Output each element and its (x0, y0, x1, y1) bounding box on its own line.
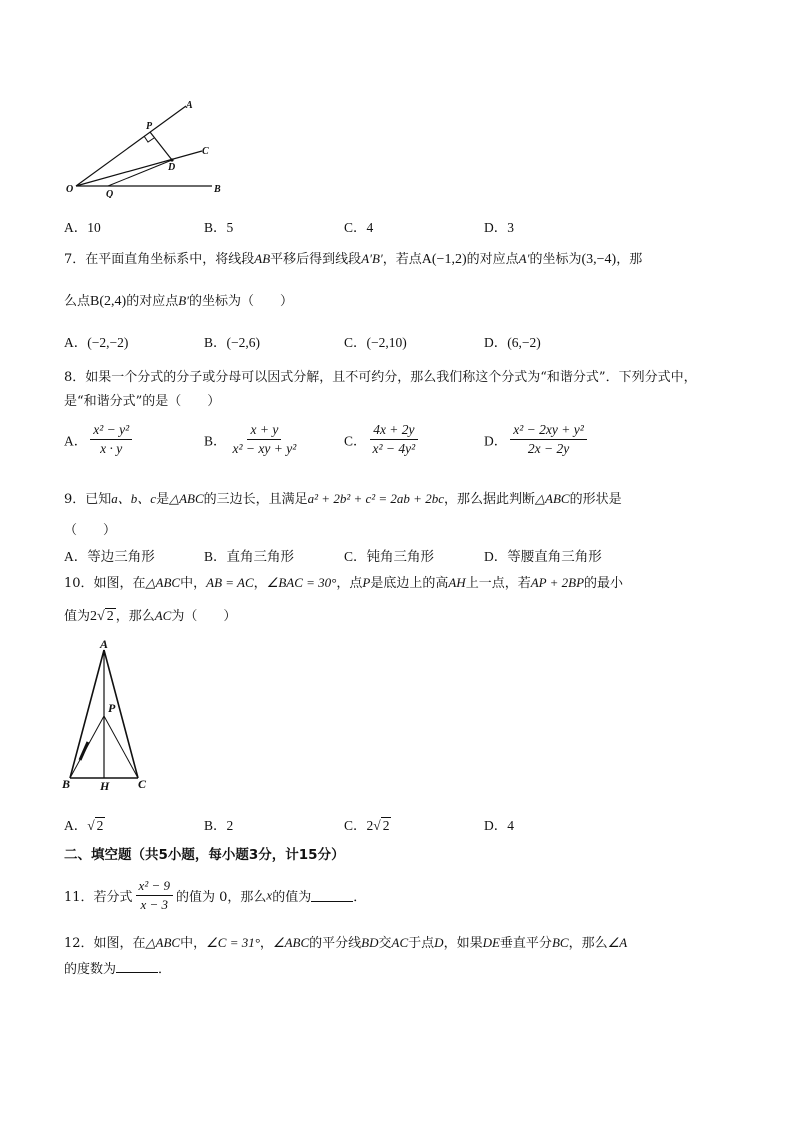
section-title: 二、填空题（共5小题，每小题3分，计15分） (64, 847, 345, 863)
fraction: $\frac{\text{x² − 2xy + y²}}{2x - 2y}$ (510, 422, 587, 457)
q7-option-b[interactable]: B．(−2,6) (204, 335, 260, 350)
q8-stem-line2: 是“和谐分式”的是（ ） (64, 394, 221, 409)
q9-option-c[interactable]: C．钝角三角形 (344, 549, 435, 564)
label-p: P (146, 121, 153, 132)
q10-figure (58, 636, 158, 796)
label-b: B (62, 777, 71, 791)
q11-stem: 11．若分式 $\frac{\text{x² − 9}}{x - 3}$ 的值为 0，那么x的值为 ． (64, 878, 367, 912)
q6-figure (62, 98, 232, 198)
q7-stem-line1: 7．在平面直角坐标系中，将线段AB平移后得到线段A′B′，若点A(−1,2)的对应点A′的坐标为(3,−4)，那 (64, 251, 643, 267)
q10-option-a[interactable]: A．√ 2 (64, 818, 104, 833)
label-c: C (138, 777, 147, 791)
q8-stem-line1: 8．如果一个分式的分子或分母可以因式分解，且不可约分，那么我们称这个分式为“和谐分式”．下列分式中， (64, 370, 697, 385)
q8-option-d[interactable]: D． $\frac{\text{x² − 2xy + y²}}{2x - 2y}$ (484, 422, 590, 457)
q8-option-c[interactable]: C． $\frac{4x + 2y}{\text{x² − 4y²}}$ (344, 422, 421, 457)
q8-option-a[interactable]: A． $\frac{\text{x² − y²}}{x \cdot y}$ (64, 422, 135, 457)
label-a: A (100, 637, 109, 651)
segment-pd (150, 132, 172, 160)
right-angle-mark (144, 136, 154, 142)
q10-option-b[interactable]: B．2 (204, 818, 234, 833)
q6-option-b[interactable]: B．5 (204, 220, 234, 235)
q7-stem-line2: 么点B(2,4)的对应点B′的坐标为（ ） (64, 293, 294, 309)
q8-option-b[interactable]: B． $\frac{x + y}{\text{x² − xy + y²}}$ (204, 422, 302, 457)
label-q: Q (106, 189, 114, 198)
side-ab (70, 650, 104, 778)
label-o: O (66, 184, 74, 195)
fraction: $\frac{\text{x² − 9}}{x - 3}$ (136, 878, 173, 913)
q7-option-d[interactable]: D．(6,−2) (484, 335, 541, 350)
q7-option-a[interactable]: A．(−2,−2) (64, 335, 129, 350)
q6-option-d[interactable]: D．3 (484, 220, 514, 235)
fraction: $\frac{4x + 2y}{\text{x² − 4y²}}$ (370, 422, 419, 457)
label-a: A (186, 100, 193, 111)
q6-option-c[interactable]: C．4 (344, 220, 374, 235)
q12-stem-line1: 12．如图，在△ABC中，∠C = 31°，∠ABC的平分线BD交AC于点D，如果DE垂直平分BC，那么∠A (64, 935, 628, 951)
ray-oc (76, 151, 202, 186)
q9-option-a[interactable]: A．等边三角形 (64, 549, 155, 564)
label-b: B (214, 184, 221, 195)
q10-option-c[interactable]: C．2√ 2 (344, 818, 390, 833)
q10-stem-line1: 10．如图，在△ABC中，AB = AC，∠BAC = 30°，点P是底边上的高AH上一点，若AP + 2BP的最小 (64, 575, 624, 591)
q9-stem-line1: 9．已知a、b、c是△ABC的三边长，且满足a² + 2b² + c² = 2ab + 2bc，那么据此判断△ABC的形状是 (64, 491, 622, 507)
q9-option-d[interactable]: D．等腰直角三角形 (484, 549, 602, 564)
q6-option-a[interactable]: A．10 (64, 220, 101, 235)
fraction: $\frac{x + y}{\text{x² − xy + y²}}$ (232, 422, 297, 456)
label-c: C (202, 146, 209, 157)
segment-pc (104, 716, 138, 778)
q9-option-b[interactable]: B．直角三角形 (204, 549, 295, 564)
q12-stem-line2: 的度数为 ． (64, 962, 172, 977)
label-d: D (168, 162, 176, 173)
ray-oa (76, 106, 186, 186)
q10-option-d[interactable]: D．4 (484, 818, 514, 833)
stroke-mark (80, 742, 88, 760)
answer-blank[interactable] (116, 960, 158, 973)
label-h: H (100, 779, 110, 793)
q10-stem-line2: 值为2√ 2 ，那么AC为（ ） (64, 608, 237, 624)
q9-stem-line2: （ ） (64, 523, 117, 538)
fraction: $\frac{\text{x² − y²}}{x \cdot y}$ (90, 422, 132, 457)
label-p: P (108, 701, 116, 715)
answer-blank[interactable] (311, 889, 353, 902)
q7-option-c[interactable]: C．(−2,10) (344, 335, 407, 350)
segment-qd (108, 160, 172, 186)
